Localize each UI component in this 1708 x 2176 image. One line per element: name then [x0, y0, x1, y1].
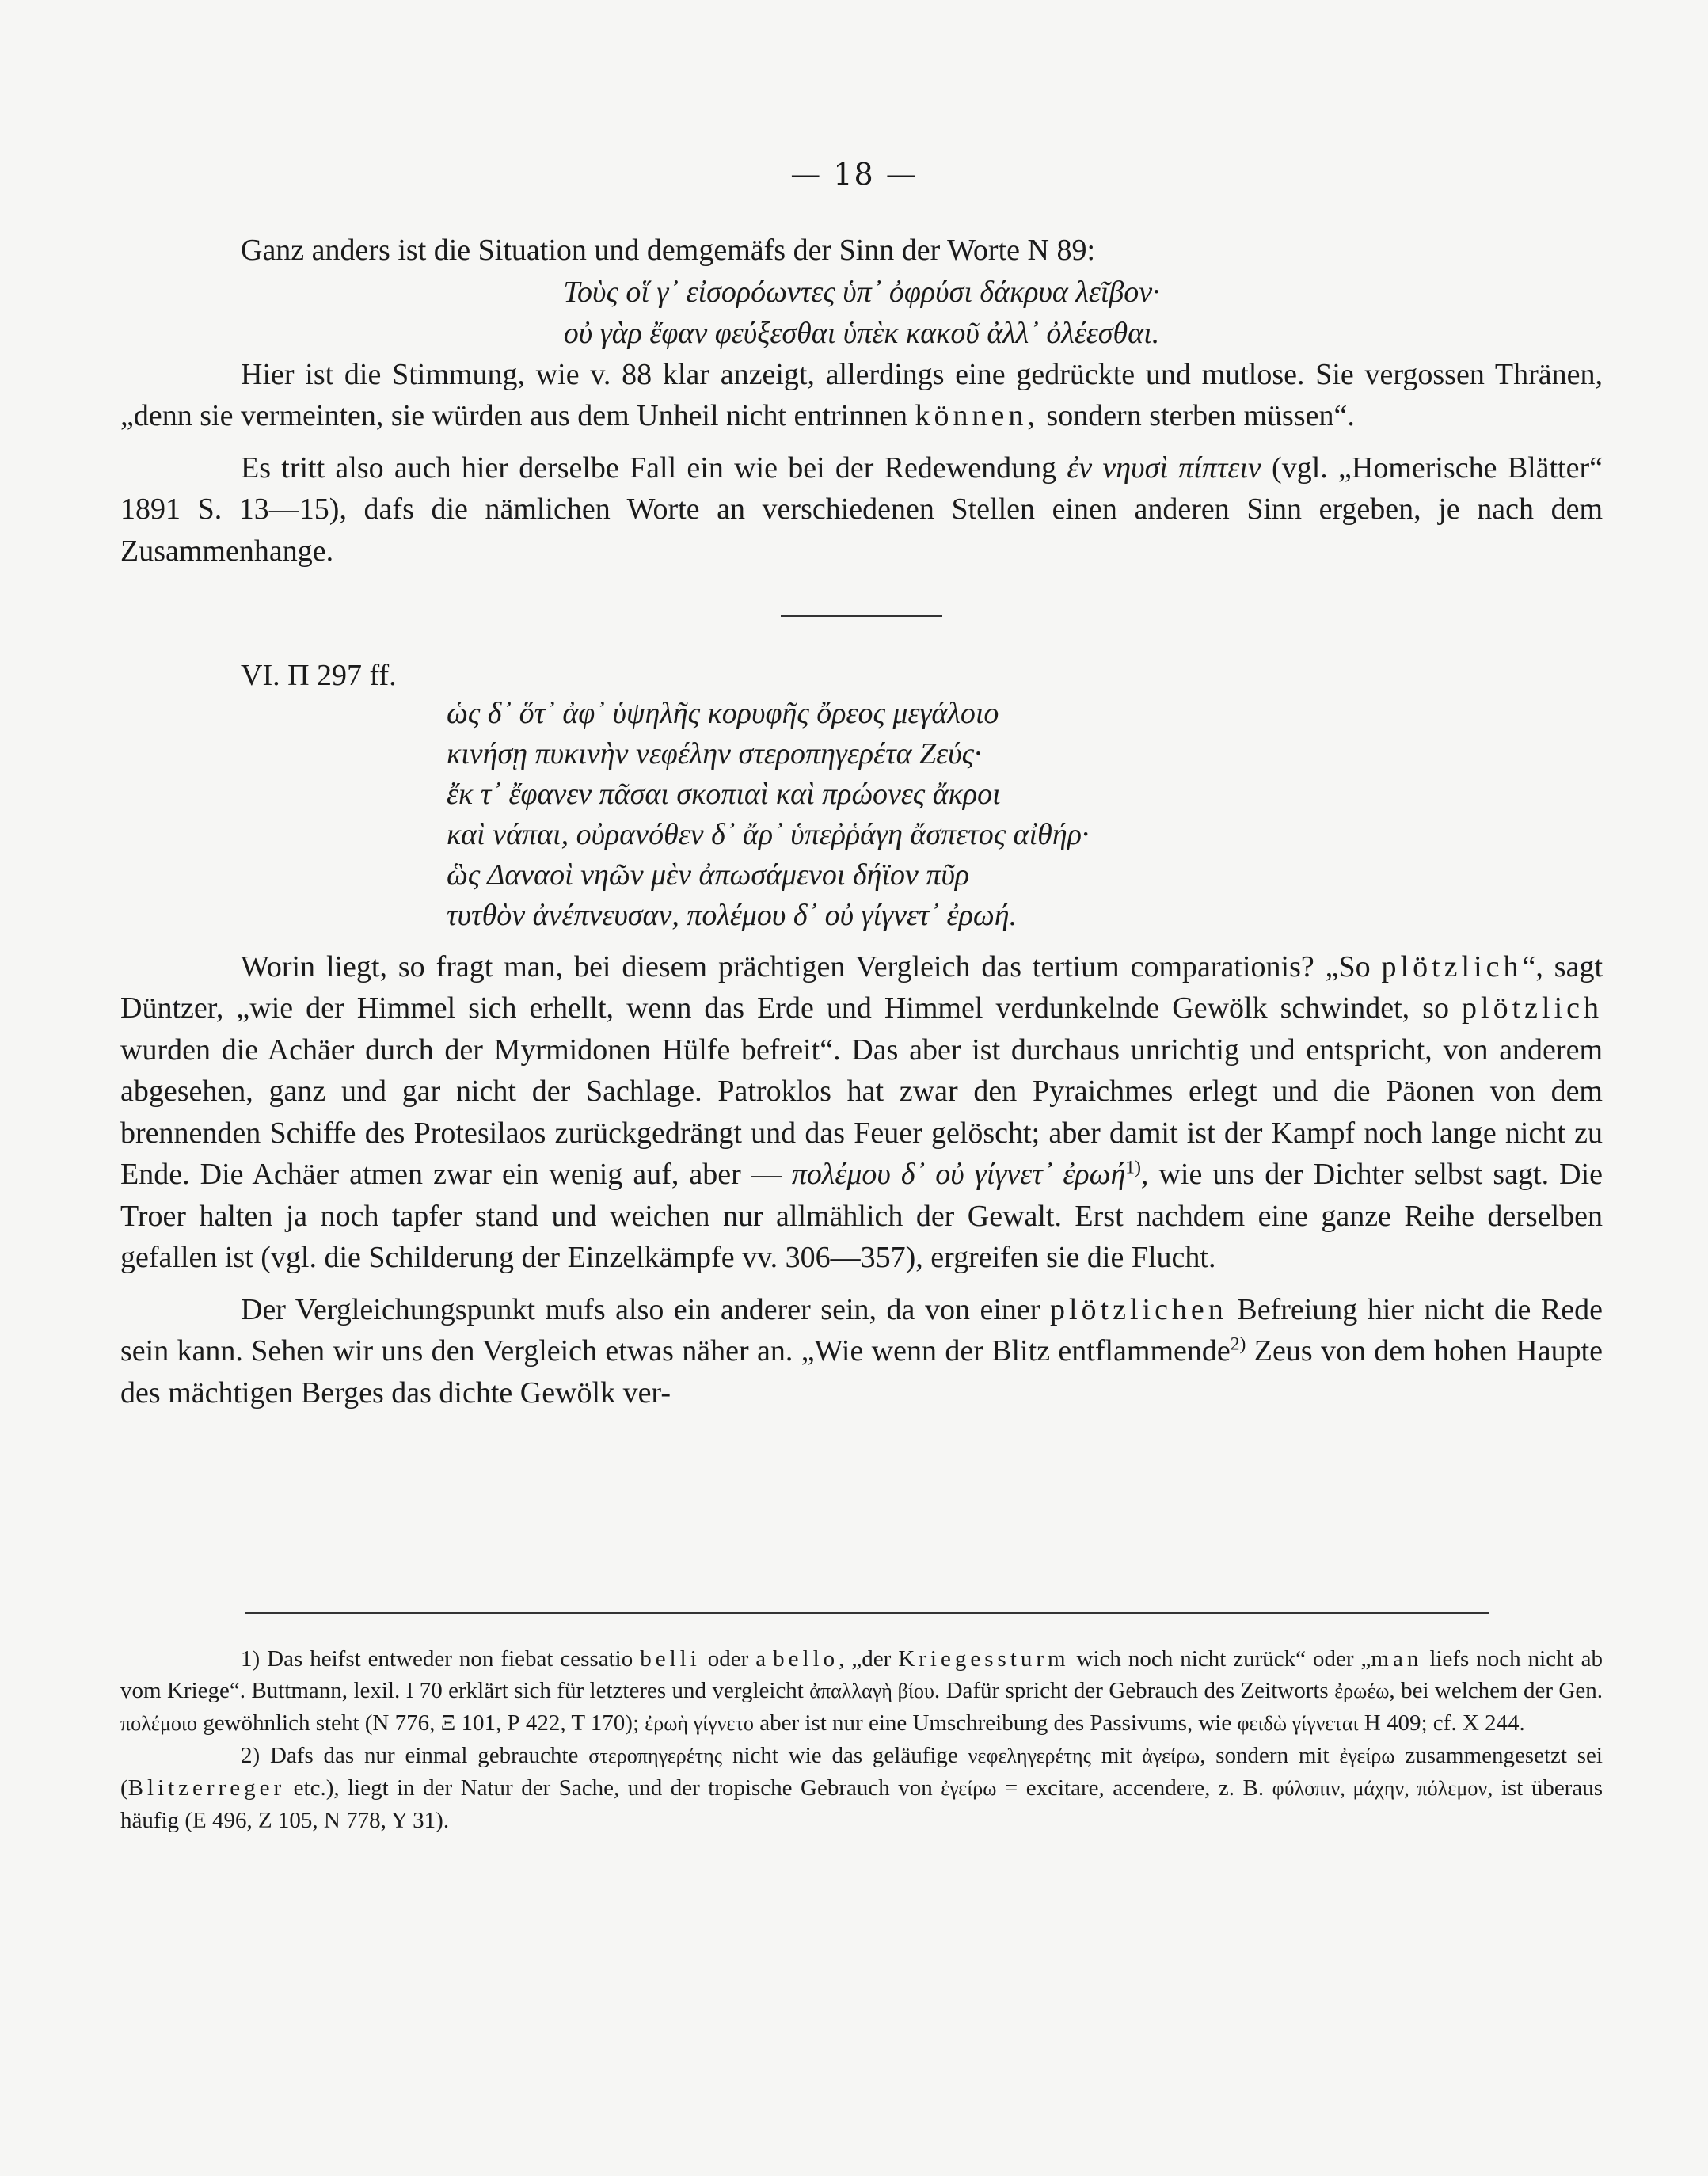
- footnote-text: oder a: [700, 1646, 774, 1672]
- section-heading: VI. Π 297 ff.: [241, 659, 397, 692]
- spaced-word: plötzlich: [1381, 949, 1523, 983]
- paragraph-vergleichungspunkt: [120, 1289, 1603, 1414]
- greek-phrase: ἐρωέω: [1334, 1680, 1390, 1702]
- greek-phrase: ἀγείρω: [1142, 1744, 1200, 1767]
- greek-phrase: πολέμου δ᾽ οὐ γίγνετ᾽ ἐρωή: [791, 1158, 1126, 1191]
- paragraph-text: Der Vergleichungspunkt mufs also ein anderer sein, da von einer: [241, 1292, 1050, 1326]
- poem-line: ὣς Δαναοὶ νηῶν μὲν ἀπωσάμενοι δήϊον πῦρ: [447, 858, 970, 892]
- footnote-text: gewöhnlich steht (N 776, Ξ 101, Ρ 422, Τ 170);: [196, 1710, 645, 1736]
- footnote-text: aber ist nur eine Umschreibung des Passivums, wie: [753, 1710, 1238, 1736]
- spaced-word: man: [1371, 1646, 1423, 1672]
- footnote-text: mit: [1090, 1743, 1143, 1768]
- homer-quote: [447, 694, 1603, 936]
- footnote-text: . Dafür spricht der Gebrauch des Zeitworts: [934, 1678, 1335, 1703]
- footnote-text: wich noch nicht zurück“ oder „: [1069, 1646, 1371, 1672]
- paragraph-text: Es tritt also auch hier derselbe Fall ein wie bei der Redewendung: [241, 451, 1067, 485]
- poem-line: καὶ νάπαι, οὐρανόθεν δ᾽ ἄρ᾽ ὑπεῤῥάγη ἄσπετος αἰθήρ·: [447, 817, 1090, 851]
- greek-phrase: νεφεληγερέτης: [968, 1744, 1091, 1767]
- greek-phrase: στεροπηγερέτης: [588, 1744, 723, 1767]
- footnote-ref-1[interactable]: 1): [1125, 1157, 1141, 1178]
- greek-phrase: φειδὼ γίγνεται: [1237, 1712, 1359, 1735]
- paragraph-text: Zeus von dem hohen Haupte des mächtigen Berges das dichte Gewölk ver-: [120, 1334, 1603, 1409]
- greek-phrase: ἐγείρω: [941, 1777, 997, 1800]
- paragraph-text: , wie uns der Dichter selbst sagt. Die Troer halten ja noch tapfer stand und weichen nur allmählich der Gewalt. Erst nachdem eine ganze Reihe derselben gefallen ist (vgl. die Schilderung der Einzelkämpfe vv. 306—357), ergreifen sie die Flucht.: [120, 1158, 1603, 1274]
- paragraph-text: Worin liegt, so fragt man, bei diesem prächtigen Vergleich das tertium comparationis? „So: [241, 949, 1382, 983]
- footnote-text: nicht wie das geläufige: [722, 1743, 968, 1768]
- footnote-text: zusammengesetzt sei (: [120, 1743, 1603, 1801]
- footnote-text: , „der: [839, 1646, 899, 1672]
- greek-phrase: ἐν νηυσὶ πίπτειν: [1067, 451, 1261, 485]
- paragraph-stimmung: [120, 354, 1603, 437]
- footnote-text: 1) Das heifst entweder non fiebat cessatio: [241, 1646, 641, 1672]
- footnote-text: , ist überaus häufig (Ε 496, Ζ 105, Ν 778, Υ 31).: [120, 1775, 1603, 1833]
- section-divider: [781, 615, 942, 617]
- spaced-word: plötzlich: [1462, 991, 1603, 1025]
- paragraph-text: (vgl. „Homerische Blätter“ 1891 S. 13—15), dafs die nämlichen Worte an verschiedenen Stellen einen anderen Sinn ergeben, je nach dem Zusammenhange.: [120, 451, 1603, 568]
- paragraph-text: Befreiung hier nicht die Rede sein kann. Sehen wir uns den Vergleich etwas näher an. „Wie wenn der Blitz entflammende: [120, 1292, 1603, 1368]
- paragraph-redewendung: [120, 447, 1603, 573]
- paragraph-text: Hier ist die Stimmung, wie v. 88 klar anzeigt, allerdings eine gedrückte und mutlose. Sie vergossen Thränen, „denn sie vermeinten, sie würden aus dem Unheil nicht entrinnen: [120, 357, 1603, 432]
- main-text: [120, 230, 1603, 1413]
- spaced-word: bello: [773, 1646, 839, 1672]
- footnote-text: = excitare, accendere, z. B.: [996, 1775, 1272, 1801]
- poem-line: ἔκ τ᾽ ἔφανεν πᾶσαι σκοπιαὶ καὶ πρώονες ἄκροι: [447, 777, 1001, 811]
- greek-quote-line-1: Τοὺς οἵ γ᾽ εἰσορόωντες ὑπ᾽ ὀφρύσι δάκρυα λεῖβον·: [563, 275, 1160, 309]
- greek-phrase: ἐγείρω: [1339, 1744, 1395, 1767]
- spaced-word: plötzlichen: [1049, 1292, 1227, 1326]
- footnote-text: 2) Dafs das nur einmal gebrauchte: [241, 1743, 589, 1768]
- poem-line: κινήσῃ πυκινὴν νεφέλην στεροπηγερέτα Ζεύς·: [447, 736, 982, 770]
- page-number: — 18 —: [790, 157, 918, 192]
- footnote-2: [120, 1740, 1603, 1836]
- intro-line: Ganz anders ist die Situation und demgemäfs der Sinn der Worte N 89:: [241, 234, 1096, 267]
- footnote-text: etc.), liegt in der Natur der Sache, und der tropische Gebrauch von: [285, 1775, 941, 1801]
- poem-line: ὡς δ᾽ ὅτ᾽ ἀφ᾽ ὑψηλῆς κορυφῆς ὄρεος μεγάλοιο: [447, 696, 999, 730]
- greek-quote: [120, 272, 1603, 354]
- footnote-ref-2[interactable]: 2): [1230, 1333, 1246, 1355]
- footnote-text: liefs noch nicht ab vom Kriege“. Buttmann, lexil. I 70 erklärt sich für letzteres und vergleicht: [120, 1646, 1603, 1703]
- spaced-word: können,: [915, 399, 1039, 432]
- spaced-word: belli: [640, 1646, 701, 1672]
- poem-line: τυτθὸν ἀνέπνευσαν, πολέμου δ᾽ οὐ γίγνετ᾽ ἐρωή.: [447, 898, 1018, 932]
- paragraph-text: wurden die Achäer durch der Myrmidonen Hülfe befreit“. Das aber ist durchaus unrichtig und entspricht, von anderem abgesehen, ganz und gar nicht der Sachlage. Patroklos hat zwar den Pyraichmes erlegt und die Päonen von dem brennenden Schiffe des Protesilaos zurückgedrängt und das Feuer gelöscht; aber damit ist der Kampf noch lange nicht zu Ende. Die Achäer atmen zwar ein wenig auf, aber —: [120, 1033, 1603, 1191]
- footnotes: [120, 1643, 1603, 1836]
- footnote-text: Η 409; cf. Χ 244.: [1358, 1710, 1525, 1736]
- spaced-word: Kriegessturm: [898, 1646, 1070, 1672]
- greek-phrase: φύλοπιν, μάχην, πόλεμον: [1272, 1777, 1488, 1800]
- footnote-divider: [245, 1612, 1489, 1614]
- footnote-text: , bei welchem der Gen.: [1389, 1678, 1603, 1703]
- footnote-text: , sondern mit: [1200, 1743, 1340, 1768]
- greek-phrase: ἀπαλλαγὴ βίου: [809, 1680, 934, 1702]
- greek-phrase: πολέμοιο: [120, 1712, 197, 1735]
- paragraph-text: sondern sterben müssen“.: [1038, 399, 1355, 432]
- spaced-word: Blitzerreger: [127, 1775, 286, 1801]
- greek-phrase: ἐρωὴ γίγνετο: [645, 1712, 754, 1735]
- footnote-1: [120, 1643, 1603, 1740]
- paragraph-text: “, sagt Düntzer, „wie der Himmel sich erhellt, wenn das Erde und Himmel verdunkelnde Gewölk schwindet, so: [120, 949, 1603, 1025]
- greek-quote-line-2: οὐ γὰρ ἔφαν φεύξεσθαι ὑπὲκ κακοῦ ἀλλ᾽ ὀλέεσθαι.: [563, 316, 1160, 350]
- paragraph-tertium: [120, 946, 1603, 1279]
